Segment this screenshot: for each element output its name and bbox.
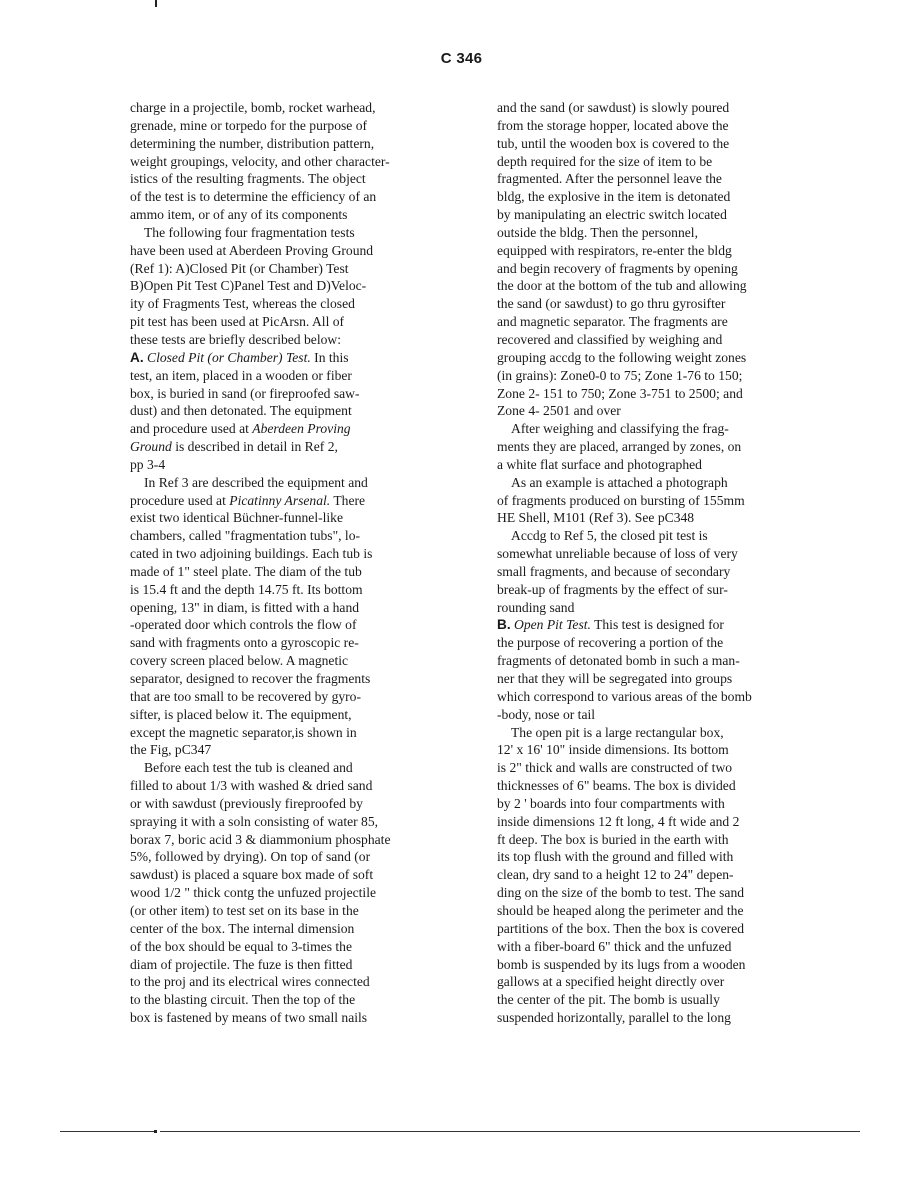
text-line: determining the number, distribution pattern,	[130, 135, 375, 151]
section-title: Closed Pit (or Chamber) Test.	[147, 349, 311, 365]
text-line: dust) and then detonated. The equipment	[130, 403, 352, 419]
text-line: depth required for the size of item to be	[497, 153, 713, 169]
text-line: made of 1" steel plate. The diam of the tub	[130, 563, 362, 579]
text-line: of the box should be equal to 3-times the	[130, 938, 352, 954]
right-column	[497, 99, 817, 1027]
text-line: or with sawdust (previously fireproofed by	[130, 795, 363, 811]
text-line: and the sand (or sawdust) is slowly poured	[497, 100, 730, 115]
text-line: a white flat surface and photographed	[497, 456, 702, 472]
text-line: suspended horizontally, parallel to the long	[497, 1010, 731, 1026]
text-line: ft deep. The box is buried in the earth with	[497, 831, 729, 847]
section-label: A.	[130, 349, 144, 365]
text-line: which correspond to various areas of the bomb	[497, 688, 752, 704]
italic-phrase: Ground	[130, 439, 172, 455]
text-line: sifter, is placed below it. The equipment,	[130, 706, 352, 722]
text-line: its top flush with the ground and filled with	[497, 849, 734, 865]
text-line: rounding sand	[497, 599, 575, 615]
section-title: Open Pit Test.	[514, 617, 591, 633]
text-line: test, an item, placed in a wooden or fiber	[130, 367, 352, 383]
footer-rule-left	[60, 1131, 154, 1132]
text-line: outside the bldg. Then the personnel,	[497, 224, 698, 240]
text-line: tub, until the wooden box is covered to the	[497, 135, 730, 151]
text-line: weight groupings, velocity, and other character-	[130, 153, 390, 169]
text-line: is 2" thick and walls are constructed of two	[497, 760, 733, 776]
text-line: have been used at Aberdeen Proving Ground	[130, 242, 374, 258]
text-line: (Ref 1): A)Closed Pit (or Chamber) Test	[130, 260, 349, 276]
text-line: 12' x 16' 10" inside dimensions. Its bottom	[497, 742, 729, 758]
text-line: thicknesses of 6" beams. The box is divided	[497, 778, 736, 794]
text-line: 5%, followed by drying). On top of sand (or	[130, 849, 371, 865]
text-line: (in grains): Zone0-0 to 75; Zone 1-76 to 150;	[497, 367, 743, 383]
text-line: box, is buried in sand (or fireproofed saw-	[130, 385, 360, 401]
text-line: to the proj and its electrical wires connected	[130, 974, 370, 990]
text-line: with a fiber-board 6" thick and the unfuzed	[497, 938, 732, 954]
text-line: Ground is described in detail in Ref 2,	[130, 439, 338, 455]
text-line: (or other item) to test set on its base in the	[130, 902, 359, 918]
text-line: is 15.4 ft and the depth 14.75 ft. Its bottom	[130, 581, 363, 597]
text-line: pit test has been used at PicArsn. All of	[130, 314, 345, 330]
text-line: fragments of detonated bomb in such a man-	[497, 653, 740, 669]
text-line: bomb is suspended by its lugs from a wooden	[497, 956, 746, 972]
text-line: B)Open Pit Test C)Panel Test and D)Veloc-	[130, 278, 367, 294]
text-line: borax 7, boric acid 3 & diammonium phosphate	[130, 831, 391, 847]
text-line: ner that they will be segregated into groups	[497, 671, 733, 686]
text-line: Accdg to Ref 5, the closed pit test is	[511, 528, 708, 544]
text-line: gallows at a specified height directly over	[497, 974, 725, 990]
text-line: -body, nose or tail	[497, 706, 596, 722]
text-line: and procedure used at Aberdeen Proving	[130, 421, 351, 437]
text-line: inside dimensions 12 ft long, 4 ft wide and 2	[497, 813, 740, 829]
italic-phrase: Picatinny Arsenal.	[229, 492, 331, 508]
text-line: to the blasting circuit. Then the top of the	[130, 992, 356, 1008]
italic-phrase: Aberdeen Proving	[252, 421, 351, 437]
text-line: pp 3-4	[130, 456, 166, 472]
text-line: break-up of fragments by the effect of sur-	[497, 581, 728, 597]
text-line: separator, designed to recover the fragments	[130, 671, 371, 686]
text-line: sand with fragments onto a gyroscopic re-	[130, 635, 359, 651]
text-line: Zone 2- 151 to 750; Zone 3-751 to 2500; and	[497, 385, 743, 401]
text-line: the door at the bottom of the tub and allowing	[497, 278, 747, 294]
text-line: clean, dry sand to a height 12 to 24" depen-	[497, 867, 734, 883]
text-line: In Ref 3 are described the equipment and	[144, 474, 368, 490]
text-line: procedure used at Picatinny Arsenal. There	[130, 492, 366, 508]
text-line: Zone 4- 2501 and over	[497, 403, 621, 419]
text-line: cated in two adjoining buildings. Each tub is	[130, 546, 373, 562]
section-label: B.	[497, 617, 511, 633]
text-line: filled to about 1/3 with washed & dried sand	[130, 778, 373, 794]
text-line: and magnetic separator. The fragments are	[497, 314, 728, 330]
text-line: the center of the pit. The bomb is usually	[497, 992, 720, 1008]
text-line: ments they are placed, arranged by zones, on	[497, 439, 742, 455]
text-line: -operated door which controls the flow of	[130, 617, 357, 633]
text-line: small fragments, and because of secondary	[497, 563, 731, 579]
text-line: spraying it with a soln consisting of water 85,	[130, 813, 379, 829]
text-line: covery screen placed below. A magnetic	[130, 653, 349, 669]
text-line: should be heaped along the perimeter and the	[497, 902, 744, 918]
text-line: opening, 13" in diam, is fitted with a hand	[130, 599, 360, 615]
text-line: As an example is attached a photograph	[511, 474, 728, 490]
text-line: istics of the resulting fragments. The object	[130, 171, 366, 187]
text-line: by 2 ' boards into four compartments with	[497, 795, 725, 811]
footer-rule-mark	[154, 1130, 157, 1133]
text-line: chambers, called "fragmentation tubs", lo-	[130, 528, 361, 544]
text-line: ammo item, or of any of its components	[130, 207, 348, 223]
text-line: grouping accdg to the following weight zones	[497, 349, 747, 365]
text-line: Before each test the tub is cleaned and	[144, 760, 353, 776]
text-line: B. Open Pit Test. This test is designed for	[497, 617, 724, 633]
text-line: grenade, mine or torpedo for the purpose of	[130, 117, 368, 133]
text-line: from the storage hopper, located above the	[497, 117, 729, 133]
text-line: partitions of the box. Then the box is covered	[497, 920, 745, 936]
text-line: bldg, the explosive in the item is detonated	[497, 189, 731, 205]
text-line: wood 1/2 " thick contg the unfuzed projectile	[130, 885, 377, 901]
text-line: somewhat unreliable because of loss of very	[497, 546, 738, 562]
text-line: by manipulating an electric switch located	[497, 207, 727, 223]
text-line: A. Closed Pit (or Chamber) Test. In this	[130, 349, 349, 365]
text-line: After weighing and classifying the frag-	[511, 421, 729, 437]
text-line: of fragments produced on bursting of 155mm	[497, 492, 745, 508]
text-line: equipped with respirators, re-enter the bldg	[497, 242, 732, 258]
text-line: sawdust) is placed a square box made of soft	[130, 867, 374, 883]
text-line: the sand (or sawdust) to go thru gyrosifter	[497, 296, 726, 312]
text-line: and begin recovery of fragments by opening	[497, 260, 738, 276]
text-line: exist two identical Büchner-funnel-like	[130, 510, 344, 526]
text-line: ding on the size of the bomb to test. The sand	[497, 885, 745, 901]
text-line: recovered and classified by weighing and	[497, 331, 723, 347]
text-line: these tests are briefly described below:	[130, 331, 342, 347]
text-line: The following four fragmentation tests	[144, 224, 355, 240]
text-line: diam of projectile. The fuze is then fitted	[130, 956, 353, 972]
text-line: except the magnetic separator,is shown in	[130, 724, 357, 740]
text-line: of the test is to determine the efficiency of an	[130, 189, 377, 205]
text-line: that are too small to be recovered by gyro-	[130, 688, 362, 704]
text-line: center of the box. The internal dimension	[130, 920, 355, 936]
page-header: C 346	[440, 50, 483, 67]
text-line: The open pit is a large rectangular box,	[511, 724, 724, 740]
text-line: the Fig, pC347	[130, 742, 212, 758]
left-column	[130, 99, 450, 1027]
text-line: box is fastened by means of two small nails	[130, 1010, 368, 1026]
text-line: fragmented. After the personnel leave the	[497, 171, 722, 187]
margin-mark	[155, 0, 157, 7]
text-line: charge in a projectile, bomb, rocket warhead,	[130, 100, 376, 115]
text-line: ity of Fragments Test, whereas the closed	[130, 296, 355, 312]
footer-rule-right	[160, 1131, 860, 1132]
text-line: HE Shell, M101 (Ref 3). See pC348	[497, 510, 695, 526]
text-line: the purpose of recovering a portion of the	[497, 635, 724, 651]
